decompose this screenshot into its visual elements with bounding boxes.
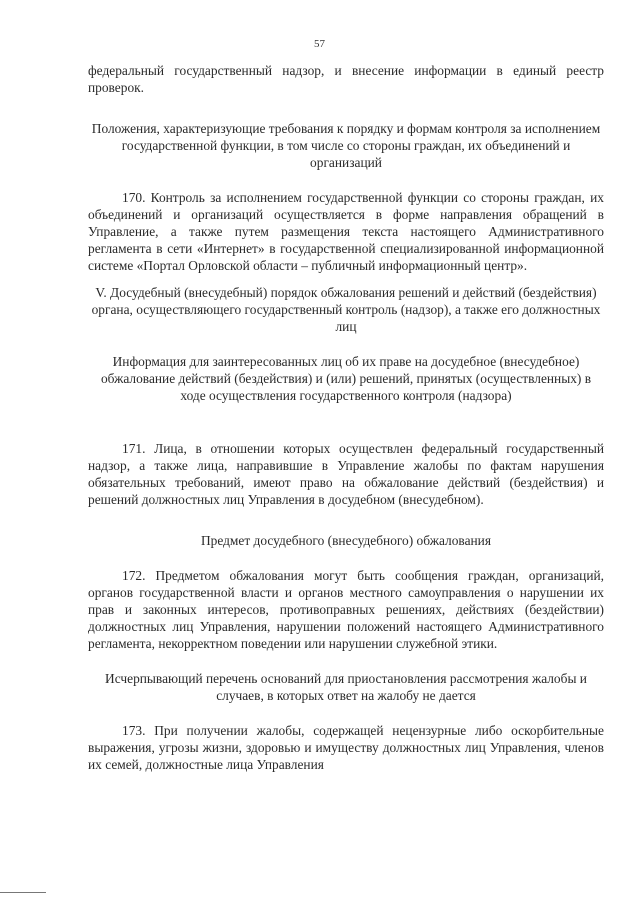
section-heading-subject: Предмет досудебного (внесудебного) обжалования [200,533,492,548]
paragraph-171: 171. Лица, в отношении которых осуществлен федеральный государственный надзор, а также лица, направившие в Управление жалобы по фактам нарушения обязательных требований, имеют право на обжалование действий (бездействия) и решений должностных лиц Управления в досудебном (внесудебном). [88,441,604,507]
document-body [88,62,604,773]
section-heading-control: Положения, характеризующие требования к порядку и формам контроля за исполнением государственной функции, в том числе со стороны граждан, их объединений и организаций [91,121,601,170]
paragraph-170: 170. Контроль за исполнением государственной функции со стороны граждан, их объединений и организаций осуществляется в форме направления обращений в Управление, а также путем размещения текста настоящего Административного регламента в сети «Интернет» в государственной специализированной информационной системе «Портал Орловской области – публичный информационный центр». [88,190,604,273]
section-heading-grounds: Исчерпывающий перечень оснований для приостановления рассмотрения жалобы и случаев, в которых ответ на жалобу не дается [105,671,587,703]
paragraph-172: 172. Предметом обжалования могут быть сообщения граждан, организаций, органов государственной власти и органов местного самоуправления о нарушении их прав и законных интересов, противоправных решениях, действиях (бездействии) должностных лиц Управления, нарушении положений настоящего Административного регламента, некорректном поведении или нарушении служебной этики. [88,568,604,651]
section-heading-information: Информация для заинтересованных лиц об их праве на досудебное (внесудебное) обжалование действий (бездействия) и (или) решений, принятых (осуществленных) в ходе осуществления государственного контроля (надзора) [100,354,592,403]
page-number: 57 [314,38,325,50]
paragraph-173: 173. При получении жалобы, содержащей нецензурные либо оскорбительные выражения, угрозы жизни, здоровью и имуществу должностных лиц Управления, членов их семей, должностные лица Управления [88,723,604,772]
paragraph-continuation: федеральный государственный надзор, и внесение информации в единый реестр проверок. [88,63,604,95]
footnote-divider [0,892,46,893]
section-heading-v: V. Досудебный (внесудебный) порядок обжалования решений и действий (бездействия) органа, осуществляющего государственный контроль (надзор), а также его должностных лиц [91,285,601,334]
